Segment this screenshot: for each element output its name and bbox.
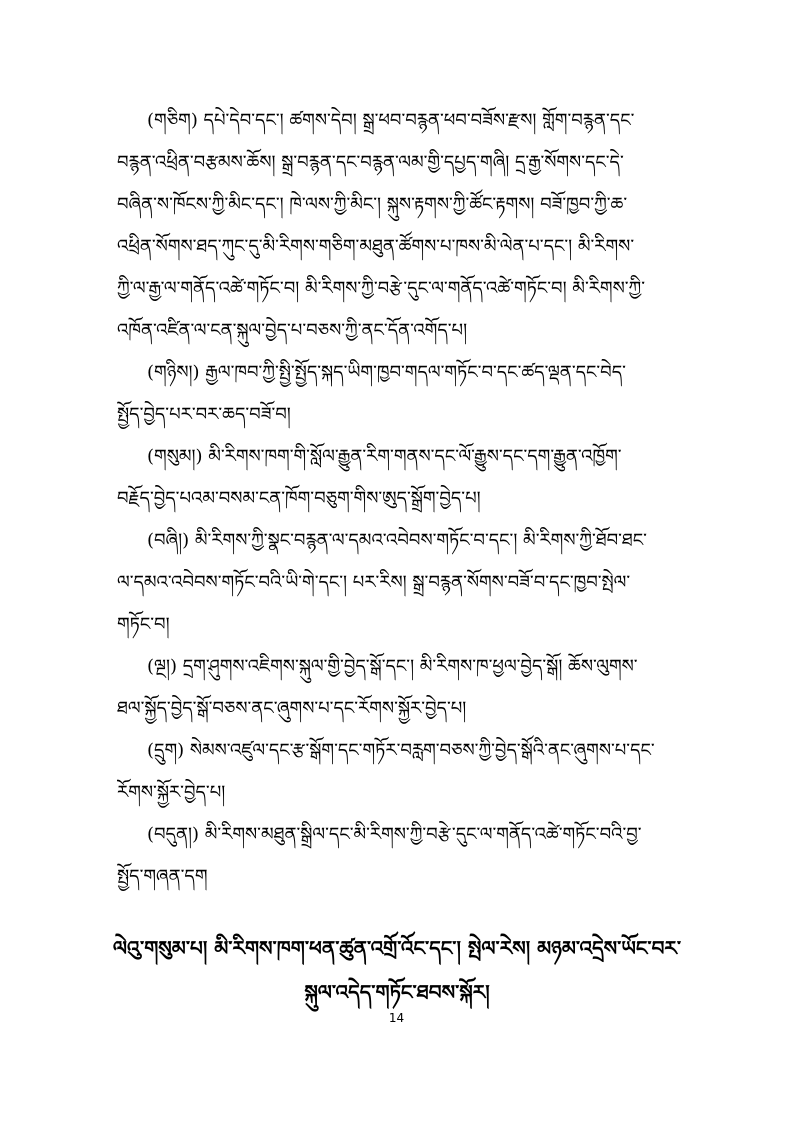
paragraph-line: (གཅིག) དཔེ་དེབ་དང་། ཚགས་དེབ། སྒྲ་ཕབ་བརྙན་ཕབ་བཟོས་རྫས། གློག་བརྙན་དང་ — [147, 110, 635, 131]
heading-line: སྐུལ་འདེད་གཏོང་ཐབས་སྐོར། — [304, 980, 490, 1004]
paragraph-line: བརྙན་འཕྲིན་བརྩམས་ཆོས། སྒྲ་བརྙན་དང་བརྙན་ལམ་གྱི་དཔྱད་གཞི། དྲ་རྒྱ་སོགས་དང་དེ་ — [117, 152, 624, 173]
chapter-heading — [110, 926, 684, 1014]
paragraph-line: ཐལ་སྐྱོད་བྱེད་སྒོ་བཅས་ནང་ཞུགས་པ་དང་རོགས་སྐྱོར་བྱེད་པ། — [117, 698, 467, 719]
paragraph-line: (ལྔ།) དྲག་ཤུགས་འཇིགས་སྐུལ་གྱི་བྱེད་སྒོ་དང་། མི་རིགས་ཁ་ཕྱལ་བྱེད་སྒོ། ཆོས་ལུགས་ — [147, 656, 638, 677]
paragraph-line: (བདུན།) མི་རིགས་མཐུན་སྒྲིལ་དང་མི་རིགས་ཀྱི་བརྩེ་དུང་ལ་གནོད་འཚེ་གཏོང་བའི་བྱ་ — [147, 824, 642, 845]
paragraph-line: ལ་དམའ་འབེབས་གཏོང་བའི་ཡི་གེ་དང་། པར་རིས། སྒྲ་བརྙན་སོགས་བཟོ་བ་དང་ཁྱབ་སྤེལ་ — [117, 572, 631, 593]
paragraph-line: གཏོང་བ། — [117, 614, 170, 635]
paragraph-line: སྤྱོད་བྱེད་པར་བར་ཆད་བཟོ་བ། — [117, 404, 291, 425]
paragraph-line: (བཞི།) མི་རིགས་ཀྱི་སྣང་བརྙན་ལ་དམའ་འབེབས་གཏོང་བ་དང་། མི་རིགས་ཀྱི་ཐོབ་ཐང་ — [147, 530, 647, 551]
paragraph-line: འཁོན་འཛིན་ལ་ངན་སྐུལ་བྱེད་པ་བཅས་ཀྱི་ནང་དོན་འགོད་པ། — [117, 320, 468, 341]
paragraph-5 — [117, 646, 677, 730]
paragraph-line: (གསུམ།) མི་རིགས་ཁག་གི་སློལ་རྒྱུན་རིག་གནས་དང་ལོ་རྒྱུས་དང་དག་རྒྱུན་འཁྱོག་ — [147, 446, 622, 467]
paragraph-7 — [117, 814, 677, 898]
paragraph-line: སྤྱོད་གཞན་དག — [117, 866, 208, 887]
paragraph-4 — [117, 520, 677, 646]
paragraph-6 — [117, 730, 677, 814]
page-number: 14 — [388, 1011, 405, 1025]
paragraph-3 — [117, 436, 677, 520]
paragraph-line: རོགས་སྐྱོར་བྱེད་པ། — [117, 782, 226, 803]
paragraph-line: བཞིན་ས་ཁོངས་ཀྱི་མིང་དང་། ཁེ་ལས་ཀྱི་མིང་། སྐུས་རྟགས་ཀྱི་ཚོང་རྟགས། བཟོ་ཁྱབ་ཀྱི་ཆ་ — [117, 194, 628, 215]
heading-line: ལེའུ་གསུམ་པ། མི་རིགས་ཁག་ཕན་ཚུན་འགྲོ་འོང་དང་། སྤེལ་རེས། མཉམ་འདྲེས་ཡོང་བར་ — [112, 936, 682, 960]
paragraph-line: (དྲུག) སེམས་འཛུལ་དང་རྩ་སྒོག་དང་གཏོར་བརླག་བཅས་ཀྱི་བྱེད་སྒོའི་ནང་ཞུགས་པ་དང་ — [147, 740, 655, 761]
paragraph-line: བརྗོད་བྱེད་པའམ་བསམ་ངན་ཁོག་བཅུག་གིས་ཨུད་སྒྲོག་བྱེད་པ། — [117, 488, 481, 509]
paragraph-line: (གཉིས།) རྒྱལ་ཁབ་ཀྱི་སྤྱི་སྤྱོད་སྐད་ཡིག་ཁྱབ་གདལ་གཏོང་བ་དང་ཚད་ལྡན་དང་བེད་ — [147, 362, 626, 383]
paragraph-1 — [117, 100, 677, 352]
paragraph-line: ཀྱི་ལ་རྒྱ་ལ་གནོད་འཚེ་གཏོང་བ། མི་རིགས་ཀྱི་བརྩེ་དུང་ལ་གནོད་འཚེ་གཏོང་བ། མི་རིགས་ཀྱི་ — [117, 278, 645, 299]
paragraph-line: འཕྲིན་སོགས་ཐད་ཀུང་དུ་མི་རིགས་གཅིག་མཐུན་ཚོགས་པ་ཁས་མི་ལེན་པ་དང་། མི་རིགས་ — [117, 236, 635, 257]
paragraph-2 — [117, 352, 677, 436]
